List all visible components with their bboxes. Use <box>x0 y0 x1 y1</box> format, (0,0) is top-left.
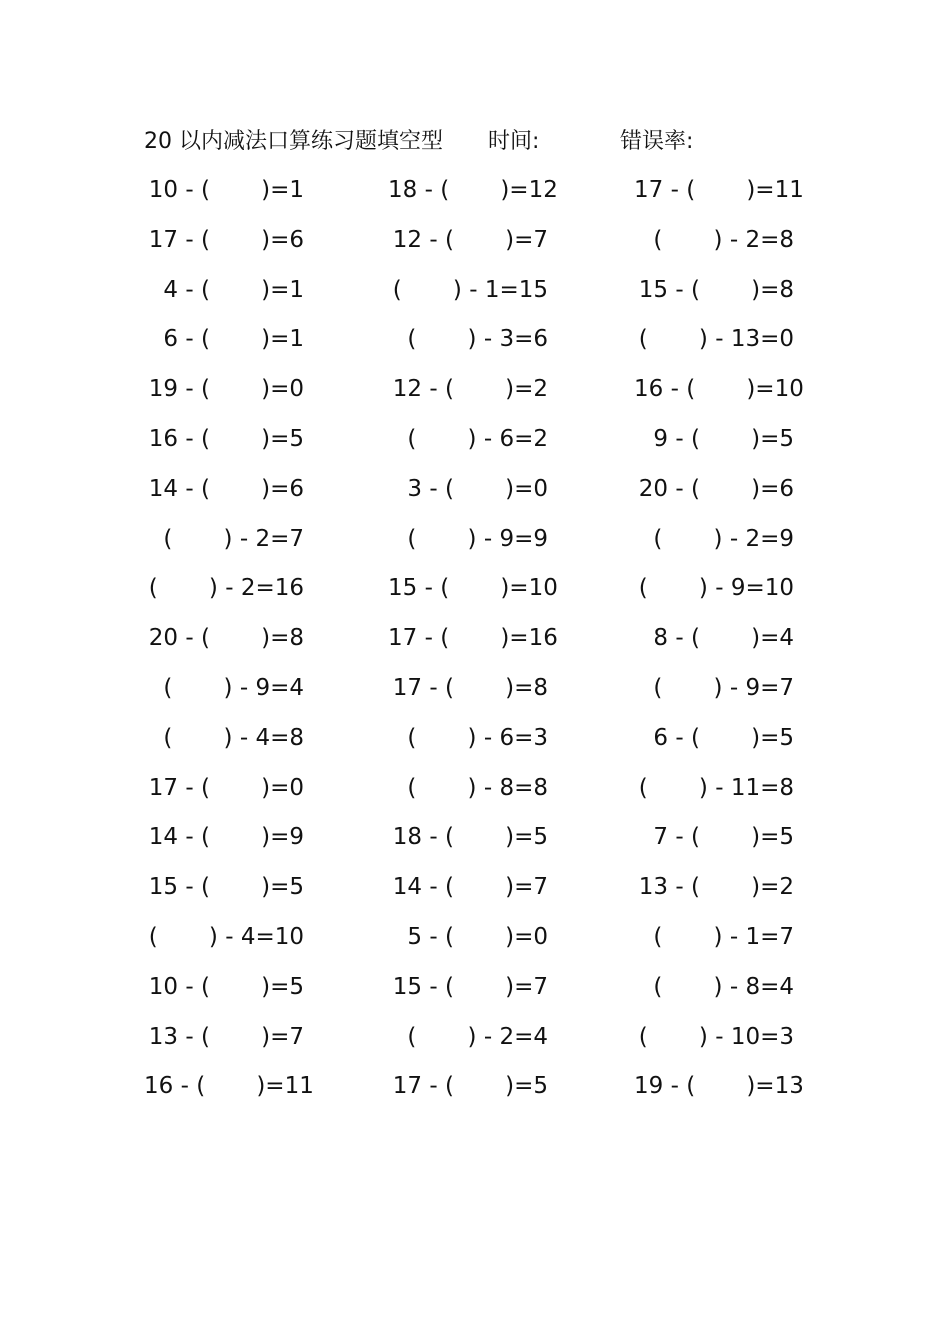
problem-item: 17 - ( )=16 <box>388 625 558 652</box>
problem-item: 18 - ( )=5 <box>392 824 548 851</box>
problem-row <box>144 465 804 515</box>
problem-item: 17 - ( )=8 <box>392 674 548 701</box>
problem-row <box>144 166 804 216</box>
problem-item: 16 - ( )=5 <box>148 425 304 452</box>
problem-item: ( ) - 8=8 <box>407 774 548 801</box>
problem-item: ( ) - 3=6 <box>407 326 548 353</box>
problem-item: 15 - ( )=7 <box>392 973 548 1000</box>
problem-item: ( ) - 1=7 <box>653 923 794 950</box>
problem-item: ( ) - 6=2 <box>407 425 548 452</box>
problem-item: 4 - ( )=1 <box>163 276 304 303</box>
problem-item: 16 - ( )=11 <box>144 1073 314 1100</box>
problem-row <box>144 216 804 266</box>
problem-row <box>144 1013 804 1063</box>
problem-row <box>144 266 804 316</box>
problem-item: 5 - ( )=0 <box>407 923 548 950</box>
problem-item: ( ) - 9=4 <box>163 674 304 701</box>
problem-item: 3 - ( )=0 <box>407 475 548 502</box>
problem-grid <box>144 166 804 1112</box>
problem-item: 14 - ( )=7 <box>392 874 548 901</box>
problem-item: ( ) - 2=16 <box>148 575 304 602</box>
problem-item: ( ) - 8=4 <box>653 973 794 1000</box>
problem-row <box>144 664 804 714</box>
problem-item: 19 - ( )=13 <box>634 1073 804 1100</box>
problem-item: 13 - ( )=2 <box>638 874 794 901</box>
problem-row <box>144 714 804 764</box>
problem-row <box>144 365 804 415</box>
problem-item: ( ) - 13=0 <box>638 326 794 353</box>
problem-item: 10 - ( )=5 <box>148 973 304 1000</box>
problem-item: 6 - ( )=5 <box>653 724 794 751</box>
problem-item: 17 - ( )=11 <box>634 177 804 203</box>
problem-item: ( ) - 4=8 <box>163 724 304 751</box>
problem-row <box>144 963 804 1013</box>
worksheet-header <box>144 126 804 158</box>
problem-item: 12 - ( )=2 <box>392 376 548 403</box>
worksheet-title: 20 以内减法口算练习题填空型 <box>144 129 443 154</box>
problem-item: 8 - ( )=4 <box>653 625 794 652</box>
problem-item: 7 - ( )=5 <box>653 824 794 851</box>
problem-row <box>144 913 804 963</box>
problem-item: ( ) - 4=10 <box>148 923 304 950</box>
problem-item: 20 - ( )=6 <box>638 475 794 502</box>
problem-row <box>144 315 804 365</box>
problem-item: ( ) - 2=8 <box>653 226 794 253</box>
problem-item: ( ) - 9=10 <box>638 575 794 602</box>
time-label: 时间: <box>488 129 540 154</box>
problem-item: 15 - ( )=10 <box>388 575 558 602</box>
problem-item: 14 - ( )=9 <box>148 824 304 851</box>
problem-row <box>144 515 804 565</box>
problem-item: 17 - ( )=5 <box>392 1073 548 1100</box>
problem-item: 16 - ( )=10 <box>634 376 804 403</box>
problem-row <box>144 863 804 913</box>
problem-item: 19 - ( )=0 <box>148 376 304 403</box>
problem-item: 9 - ( )=5 <box>653 425 794 452</box>
problem-row <box>144 564 804 614</box>
problem-item: 17 - ( )=6 <box>148 226 304 253</box>
problem-item: 15 - ( )=5 <box>148 874 304 901</box>
problem-item: 13 - ( )=7 <box>148 1023 304 1050</box>
problem-item: ( ) - 11=8 <box>638 774 794 801</box>
problem-row <box>144 415 804 465</box>
problem-item: ( ) - 10=3 <box>638 1023 794 1050</box>
error-rate-label: 错误率: <box>620 129 694 154</box>
problem-row <box>144 813 804 863</box>
problem-item: 14 - ( )=6 <box>148 475 304 502</box>
problem-row <box>144 614 804 664</box>
problem-item: 15 - ( )=8 <box>638 276 794 303</box>
problem-item: ( ) - 2=9 <box>653 525 794 552</box>
problem-item: ( ) - 1=15 <box>392 276 548 303</box>
problem-item: ( ) - 9=7 <box>653 674 794 701</box>
problem-row <box>144 764 804 814</box>
problem-item: 10 - ( )=1 <box>148 177 304 203</box>
problem-item: 20 - ( )=8 <box>148 625 304 652</box>
problem-item: ( ) - 9=9 <box>407 525 548 552</box>
problem-item: 17 - ( )=0 <box>148 774 304 801</box>
problem-row <box>144 1062 804 1112</box>
problem-item: ( ) - 6=3 <box>407 724 548 751</box>
problem-item: ( ) - 2=7 <box>163 525 304 552</box>
problem-item: 12 - ( )=7 <box>392 226 548 253</box>
problem-item: 6 - ( )=1 <box>163 326 304 353</box>
problem-item: 18 - ( )=12 <box>388 177 558 203</box>
problem-item: ( ) - 2=4 <box>407 1023 548 1050</box>
